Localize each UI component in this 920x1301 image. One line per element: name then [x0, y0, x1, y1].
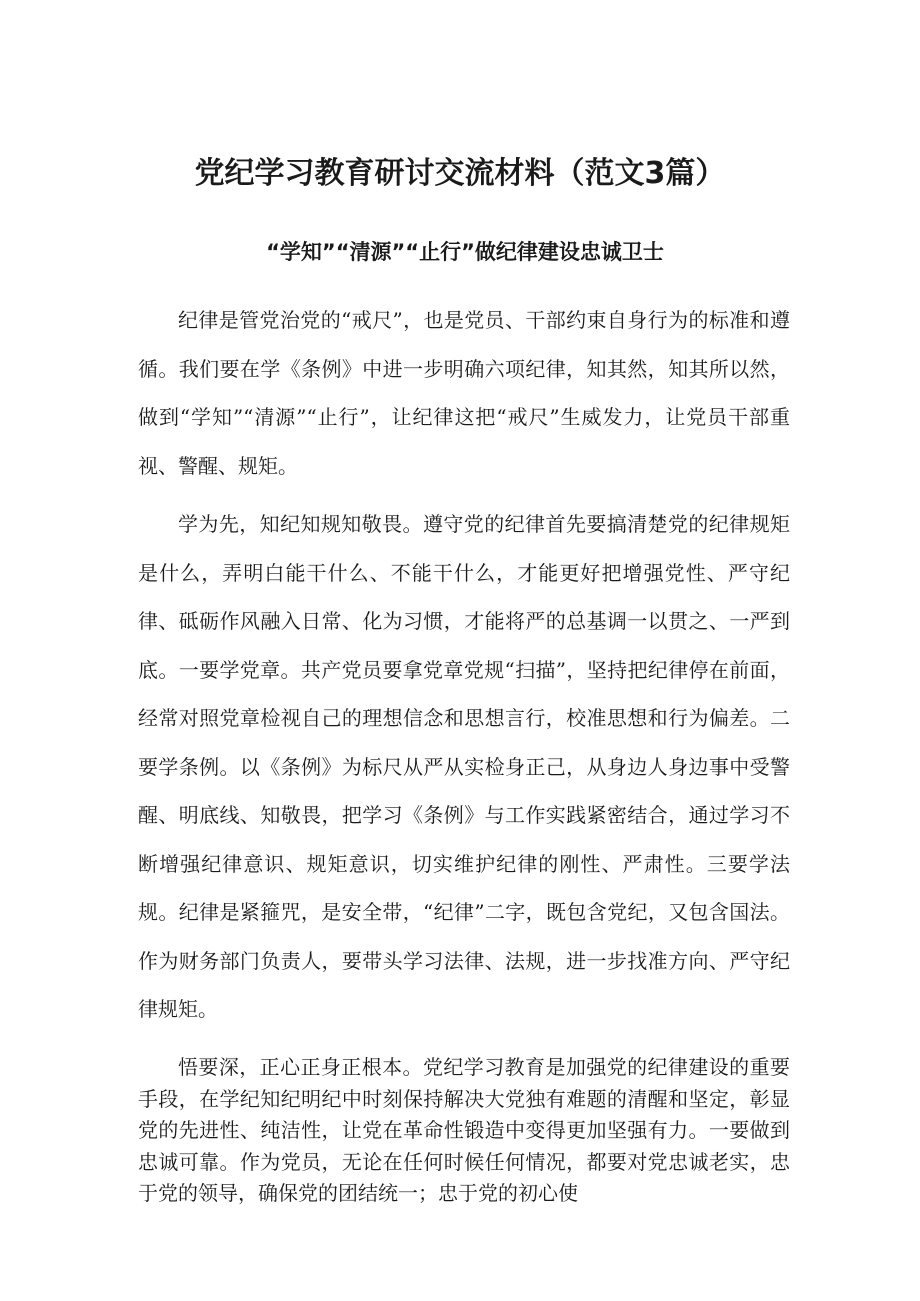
document-title: 党纪学习教育研讨交流材料（范文3篇） [194, 156, 726, 191]
paragraph-1: 纪律是管党治党的“戒尺”，也是党员、干部约束自身行为的标准和遵循。我们要在学《条例》中进一步明确六项纪律，知其然，知其所以然，做到“学知”“清源”“止行”，让纪律这把“戒尺”生威发力，让党员干部重视、警醒、规矩。 [138, 308, 790, 478]
paragraph-3: 悟要深，正心正身正根本。党纪学习教育是加强党的纪律建设的重要手段，在学纪知纪明纪中时刻保持解决大党独有难题的清醒和坚定，彰显党的先进性、纯洁性，让党在革命性锻造中变得更加坚强有力。一要做到忠诚可靠。作为党员，无论在任何时候任何情况，都要对党忠诚老实，忠于党的领导，确保党的团结统一；忠于党的初心使 [138, 1055, 790, 1205]
paragraph-2: 学为先，知纪知规知敬畏。遵守党的纪律首先要搞清楚党的纪律规矩是什么，弄明白能干什么、不能干什么，才能更好把增强党性、严守纪律、砥砺作风融入日常、化为习惯，才能将严的总基调一以贯之、一严到底。一要学党章。共产党员要拿党章党规“扫描”，坚持把纪律停在前面，经常对照党章检视自己的理想信念和思想言行，校准思想和行为偏差。二要学条例。以《条例》为标尺从严从实检身正己，从身边人身边事中受警醒、明底线、知敬畏，把学习《条例》与工作实践紧密结合，通过学习不断增强纪律意识、规矩意识，切实维护纪律的刚性、严肃性。三要学法规。纪律是紧箍咒，是安全带，“纪律”二字，既包含党纪，又包含国法。作为财务部门负责人，要带头学习法律、法规，进一步找准方向、严守纪律规矩。 [138, 512, 790, 1021]
document-subtitle: “学知”“清源”“止行”做纪律建设忠诚卫士 [266, 240, 664, 264]
